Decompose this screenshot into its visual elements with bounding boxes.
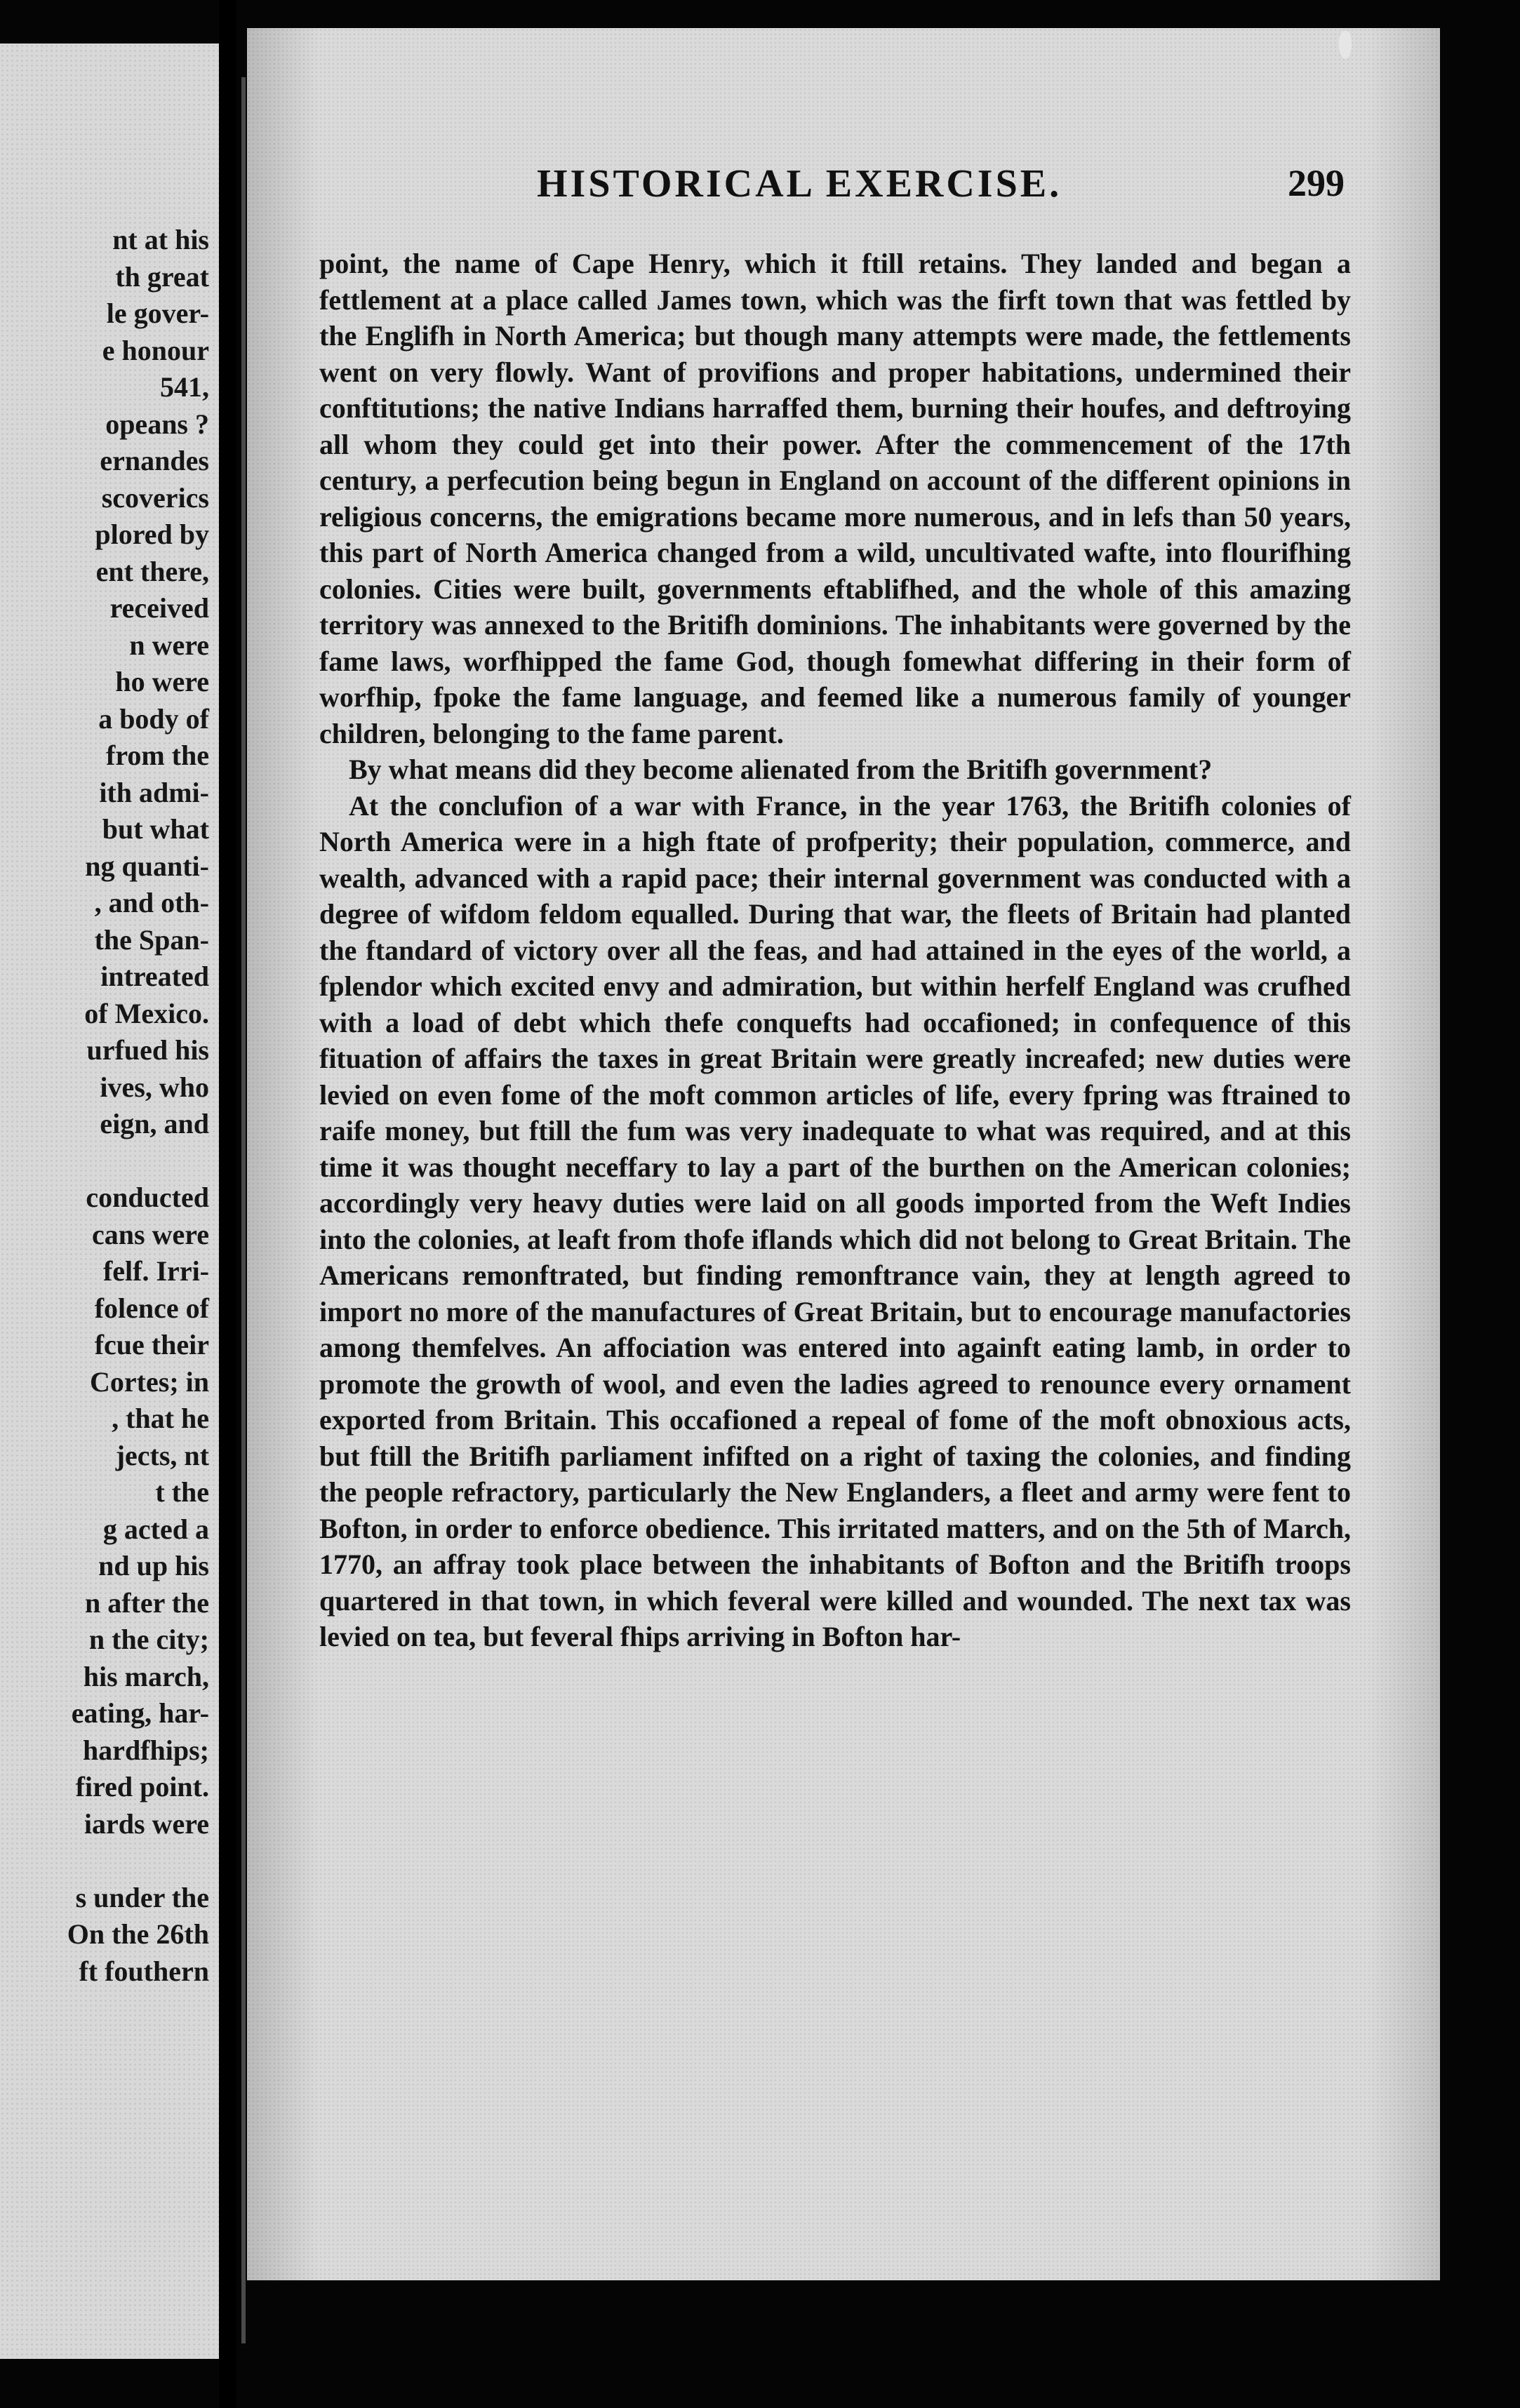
previous-page-line: nt at his bbox=[112, 224, 209, 255]
previous-page-line: folence of bbox=[94, 1292, 209, 1324]
previous-page-line: hardfhips; bbox=[82, 1734, 209, 1766]
previous-page-line: received bbox=[109, 592, 209, 624]
previous-page-line: , and oth- bbox=[94, 887, 209, 918]
previous-page-line: Cortes; in bbox=[90, 1365, 209, 1398]
previous-page-line bbox=[0, 1143, 209, 1180]
page-body bbox=[319, 246, 1351, 1655]
previous-page-line: his march, bbox=[83, 1660, 209, 1692]
book-gutter bbox=[219, 0, 236, 2408]
previous-page-line: ft fouthern bbox=[79, 1955, 209, 1987]
previous-page-line: g acted a bbox=[102, 1513, 209, 1545]
previous-page-line: ives, who bbox=[100, 1071, 209, 1103]
previous-page-line: of Mexico. bbox=[84, 997, 209, 1029]
previous-page-line: conducted bbox=[86, 1182, 209, 1213]
previous-page-line: fired point. bbox=[75, 1771, 209, 1802]
page-title: HISTORICAL EXERCISE. bbox=[537, 162, 1062, 206]
page-number: 299 bbox=[1288, 162, 1345, 204]
paragraph-cape-henry: point, the name of Cape Henry, which it ftill retains. They landed and began a fettlement at a place called James town, which was the firft town that was fettled by the Englifh in North America; but though many attempts were made, the fettlements went on very flowly. Want of provifions and proper habitations, undermined their conftitutions; the native Indians harraffed them, burning their houfes, and deftroying all whom they could get into their power. After the commencement of the 17th century, a perfecution being begun in England on account of the different opinions in religious concerns, the emigrations became more numerous, and in lefs than 50 years, this part of North America changed from a wild, uncultivated wafte, into flourifhing colonies. Cities were built, governments eftablifhed, and the whole of this amazing territory was annexed to the Britifh dominions. The inhabitants were governed by the fame laws, worfhipped the fame God, though fomewhat differing in their form of worfhip, fpoke the fame language, and feemed like a numerous family of younger children, belonging to the fame parent. bbox=[319, 248, 1351, 749]
gutter-rule bbox=[241, 77, 246, 2343]
previous-page-line: plored by bbox=[95, 519, 209, 550]
paragraph-question: By what means did they become alienated from the Britifh government? bbox=[349, 754, 1213, 785]
previous-page-line: t the bbox=[155, 1476, 209, 1508]
previous-page-line: intreated bbox=[100, 961, 209, 992]
previous-page-line: a body of bbox=[98, 702, 209, 735]
previous-page-line: th great bbox=[115, 260, 209, 293]
previous-page-line: ent there, bbox=[95, 555, 209, 587]
previous-page-line: On the 26th bbox=[67, 1918, 209, 1950]
previous-page-line: ernandes bbox=[100, 445, 209, 476]
previous-page-line: the Span- bbox=[94, 923, 209, 956]
previous-page-fragment bbox=[0, 44, 219, 2359]
previous-page-line: n the city; bbox=[88, 1624, 209, 1655]
previous-page-line: iards were bbox=[84, 1807, 209, 1840]
previous-page-line: , that he bbox=[112, 1403, 209, 1434]
previous-page-line bbox=[0, 1842, 209, 1880]
previous-page-line: from the bbox=[106, 740, 209, 771]
previous-page-line: cans were bbox=[92, 1218, 209, 1250]
previous-page-line: eating, har- bbox=[71, 1697, 209, 1729]
previous-page-line: ho were bbox=[115, 666, 209, 697]
previous-page-line: ng quanti- bbox=[85, 850, 209, 882]
previous-page-line: jects, nt bbox=[115, 1439, 209, 1471]
previous-page-line: eign, and bbox=[100, 1108, 209, 1139]
previous-page-line: s under the bbox=[75, 1881, 209, 1913]
previous-page-line: ith admi- bbox=[99, 776, 209, 808]
page-blemish bbox=[1339, 31, 1352, 59]
previous-page-line: n were bbox=[129, 629, 209, 661]
previous-page-line: urfued his bbox=[86, 1034, 209, 1066]
previous-page-line: felf. Irri- bbox=[102, 1255, 209, 1287]
previous-page-line: n after the bbox=[85, 1586, 209, 1619]
previous-page-line: 541, bbox=[160, 371, 209, 403]
previous-page-line: opeans ? bbox=[105, 408, 209, 440]
previous-page-text bbox=[0, 222, 209, 1990]
previous-page-line: fcue their bbox=[94, 1329, 209, 1360]
running-head bbox=[537, 161, 1379, 210]
previous-page-line: scoverics bbox=[101, 481, 209, 514]
previous-page-line: e honour bbox=[102, 334, 209, 366]
previous-page-line: nd up his bbox=[98, 1550, 209, 1581]
paragraph-answer: At the conclufion of a war with France, in the year 1763, the Britifh colonies of North America were in a high ftate of profperity; their population, commerce, and wealth, advanced with a rapid pace; their internal government was conducted with a degree of wifdom feldom equalled. During that war, the fleets of Britain had planted the ftandard of victory over all the feas, and had attained in the eyes of the world, a fplendor which excited envy and admiration, but within herfelf England was crufhed with a load of debt which thefe conquefts had occafioned; in confequence of this fituation of affairs the taxes in great Britain were greatly increafed; new duties were levied on even fome of the moft common articles of life, every fpring was ftrained to raife money, but ftill the fum was very inadequate to what was required, and at this time it was thought neceffary to lay a part of the burthen on the American colonies; accordingly very heavy duties were laid on all goods imported from the Weft Indies into the colonies, at leaft from thofe iflands which did not belong to Great Britain. The Americans remonftrated, but finding remonftrance vain, they at length agreed to import no more of the manufactures of Great Britain, but to encourage manufactories among themfelves. An affociation was entered into againft eating lamb, in order to promote the growth of wool, and even the ladies agreed to renounce every ornament exported from Britain. This occafioned a repeal of fome of the moft obnoxious acts, but ftill the Britifh parliament infifted on a right of taxing the colonies, and finding the people refractory, particularly the New Englanders, a fleet and army were fent to Bofton, in order to enforce obedience. This irritated matters, and on the 5th of March, 1770, an affray took place between the inhabitants of Bofton and the Britifh troops quartered in that town, in which feveral were killed and wounded. The next tax was levied on tea, but feveral fhips arriving in Bofton har- bbox=[319, 789, 1351, 1652]
previous-page-line: but what bbox=[102, 813, 209, 845]
previous-page-line: le gover- bbox=[106, 297, 209, 329]
